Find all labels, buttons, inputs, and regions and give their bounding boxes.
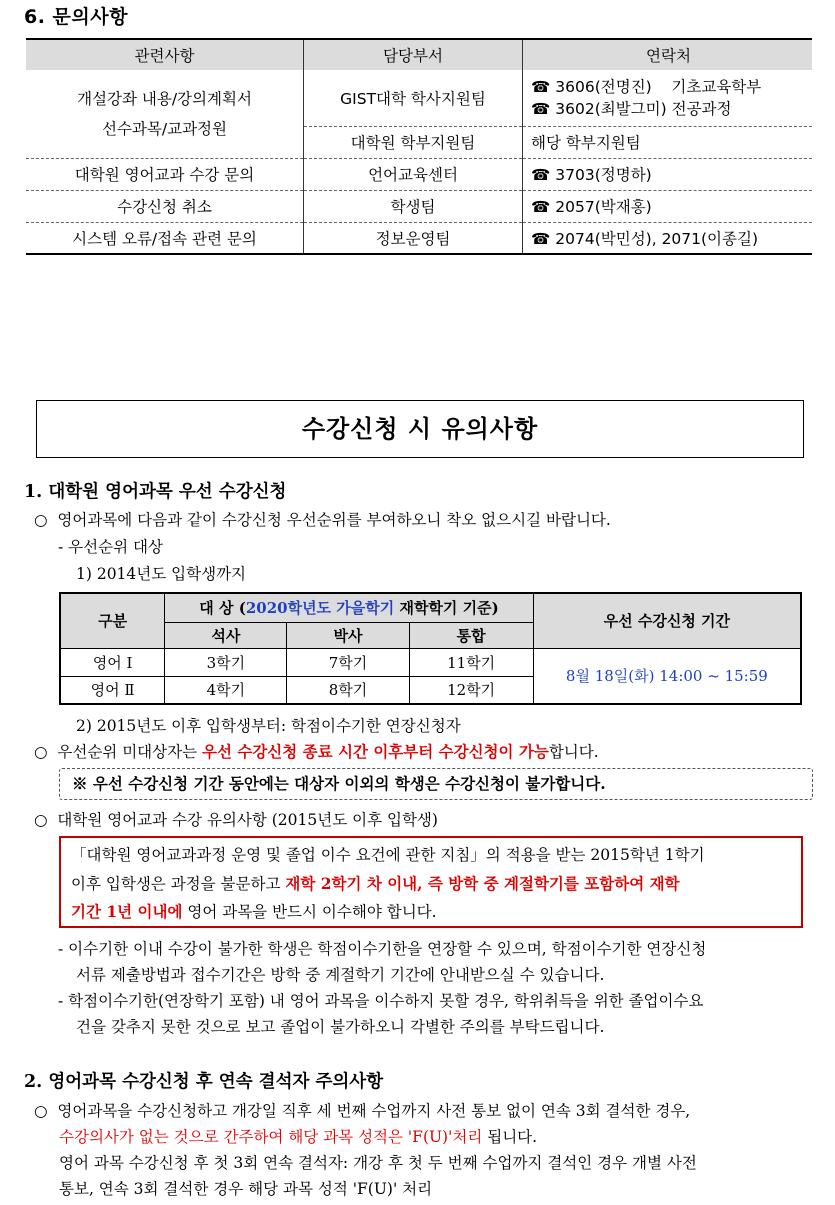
contact-text: 2057(박재홍) <box>555 198 652 216</box>
priority-table <box>59 592 802 705</box>
topic-line: 선수과목/교과정원 <box>101 119 227 138</box>
part2-line: 됩니다. <box>482 1128 538 1146</box>
cell: 8학기 <box>287 676 409 704</box>
part2-line: 통보, 연속 3회 결석한 경우 해당 과목 성적 'F(U)' 처리 <box>59 1180 433 1198</box>
target-term: 2020학년도 가을학기 <box>245 599 395 618</box>
part2-body <box>34 1098 697 1202</box>
target-header <box>165 593 533 622</box>
bullet: ○ <box>34 811 48 829</box>
contact-student <box>523 190 813 222</box>
row-name: 영어 Ⅱ <box>60 676 165 704</box>
dash-line: - 이수기한 이내 수강이 불가한 학생은 학점이수기한을 연장할 수 있으며, 학점이수기한 연장신청 <box>58 940 707 958</box>
cell: 12학기 <box>409 676 533 704</box>
part2-highlight: 수강의사가 없는 것으로 간주하여 해당 과목 성적은 'F(U)'처리 <box>59 1128 483 1146</box>
dash-line: 서류 제출방법과 접수기간은 방학 중 계절학기 기간에 안내받으실 수 있습니다. <box>76 966 605 984</box>
rule-title-text: 대학원 영어교과 수강 유의사항 (2015년도 이후 입학생) <box>57 811 438 829</box>
cell: 7학기 <box>287 648 409 676</box>
part1-title: 1. 대학원 영어과목 우선 수강신청 <box>24 482 287 502</box>
dept-grad: 대학원 학부지원팀 <box>304 126 523 158</box>
dept-it: 정보운영팀 <box>304 222 523 254</box>
phone-icon: ☎ <box>531 77 551 96</box>
dept-student: 학생팀 <box>304 190 523 222</box>
notice-box: ※ 우선 수강신청 기간 동안에는 대상자 이외의 학생은 수강신청이 불가합니다. <box>59 768 813 800</box>
target-suffix: 재학학기 기준) <box>394 599 499 618</box>
phone-icon: ☎ <box>531 198 551 216</box>
contact-language <box>523 158 813 190</box>
priority-item-2: 2) 2015년도 이후 입학생부터: 학점이수기한 연장신청자 <box>76 717 461 735</box>
intro-text: 영어과목에 다음과 같이 수강신청 우선순위를 부여하오니 착오 없으시길 바랍니다. <box>57 511 611 529</box>
dash-note-2 <box>58 988 703 1040</box>
non-target-prefix: 우선순위 미대상자는 <box>57 743 203 761</box>
priority-subtitle: - 우선순위 대상 <box>58 538 163 556</box>
contact-text: 3703(정명하) <box>555 166 652 184</box>
cell: 11학기 <box>409 648 533 676</box>
contact-text: 2074(박민성), 2071(이종길) <box>555 229 759 248</box>
rule-box <box>59 836 803 928</box>
part2-title: 2. 영어과목 수강신청 후 연속 결석자 주의사항 <box>24 1072 384 1092</box>
notice-banner: 수강신청 시 유의사항 <box>36 400 804 458</box>
sub-header-master: 석사 <box>165 622 287 648</box>
cell: 4학기 <box>165 676 287 704</box>
row-name: 영어 Ⅰ <box>60 648 165 676</box>
header-contact: 연락처 <box>523 39 813 70</box>
non-target-suffix: 합니다. <box>548 743 599 761</box>
section-6-title: 6. 문의사항 <box>24 6 128 28</box>
rule-text: 이후 입학생은 과정을 불문하고 <box>71 874 286 893</box>
cell: 3학기 <box>165 648 287 676</box>
topic-system: 시스템 오류/접속 관련 문의 <box>26 222 304 254</box>
phone-icon: ☎ <box>531 229 551 248</box>
dash-line: - 학점이수기한(연장학기 포함) 내 영어 과목을 이수하지 못할 경우, 학위취득을 위한 졸업이수요 <box>58 992 704 1010</box>
header-topic: 관련사항 <box>26 39 304 70</box>
topic-cancel: 수강신청 취소 <box>26 190 304 222</box>
phone-icon: ☎ <box>531 99 551 118</box>
contact-it <box>523 222 813 254</box>
contact-grad: 해당 학부지원팀 <box>523 126 813 158</box>
dash-line: 건을 갖추지 못한 것으로 보고 졸업이 불가하오니 각별한 주의를 부탁드립니다. <box>76 1018 605 1036</box>
dept-gist: GIST대학 학사지원팀 <box>304 70 523 126</box>
period-label: 우선 수강신청 기간 <box>533 593 801 648</box>
rule-title <box>34 808 438 830</box>
rule-line: 「대학원 영어교과과정 운영 및 졸업 이수 요건에 관한 지침」의 적용을 받는 2015학년 1학기 <box>71 846 705 864</box>
non-target-note <box>34 740 599 762</box>
bullet: ○ <box>34 743 48 761</box>
contact-text: 3606(전명진) 기초교육학부 <box>555 77 762 96</box>
non-target-highlight: 우선 수강신청 종료 시간 이후부터 수강신청이 가능 <box>202 742 549 761</box>
priority-item-1: 1) 2014년도 입학생까지 <box>76 565 247 583</box>
header-dept: 담당부서 <box>304 39 523 70</box>
part1-intro <box>34 508 611 530</box>
contact-table <box>26 38 812 255</box>
rule-highlight: 재학 2학기 차 이내, 즉 방학 중 계절학기를 포함하여 재학 <box>285 873 680 893</box>
target-prefix: 대 상 ( <box>199 599 246 618</box>
contact-gist <box>523 70 813 126</box>
topic-english: 대학원 영어교과 수강 문의 <box>26 158 304 190</box>
bullet: ○ <box>34 511 48 529</box>
topic-line: 개설강좌 내용/강의계획서 <box>77 89 252 108</box>
topic-course-info <box>26 70 304 158</box>
rule-line <box>71 898 791 927</box>
part2-line: 영어과목을 수강신청하고 개강일 직후 세 번째 수업까지 사전 통보 없이 연속 3회 결석한 경우, <box>57 1102 691 1120</box>
sub-header-phd: 박사 <box>287 622 409 648</box>
rule-line <box>71 870 791 899</box>
rule-highlight: 기간 1년 이내에 <box>71 902 183 921</box>
part2-line: 영어 과목 수강신청 후 첫 3회 연속 결석자: 개강 후 첫 두 번째 수업까지 결석인 경우 개별 사전 <box>59 1154 697 1172</box>
rule-text: 영어 과목을 반드시 이수해야 합니다. <box>182 903 437 921</box>
bullet: ○ <box>34 1102 48 1120</box>
dash-note-1 <box>58 936 706 988</box>
priority-period: 8월 18일(화) 14:00 ~ 15:59 <box>533 648 801 704</box>
contact-text: 3602(최발그미) 전공과정 <box>555 99 732 118</box>
phone-icon: ☎ <box>531 166 551 184</box>
dept-language: 언어교육센터 <box>304 158 523 190</box>
sub-header-integrated: 통합 <box>409 622 533 648</box>
col-label: 구분 <box>60 593 165 648</box>
